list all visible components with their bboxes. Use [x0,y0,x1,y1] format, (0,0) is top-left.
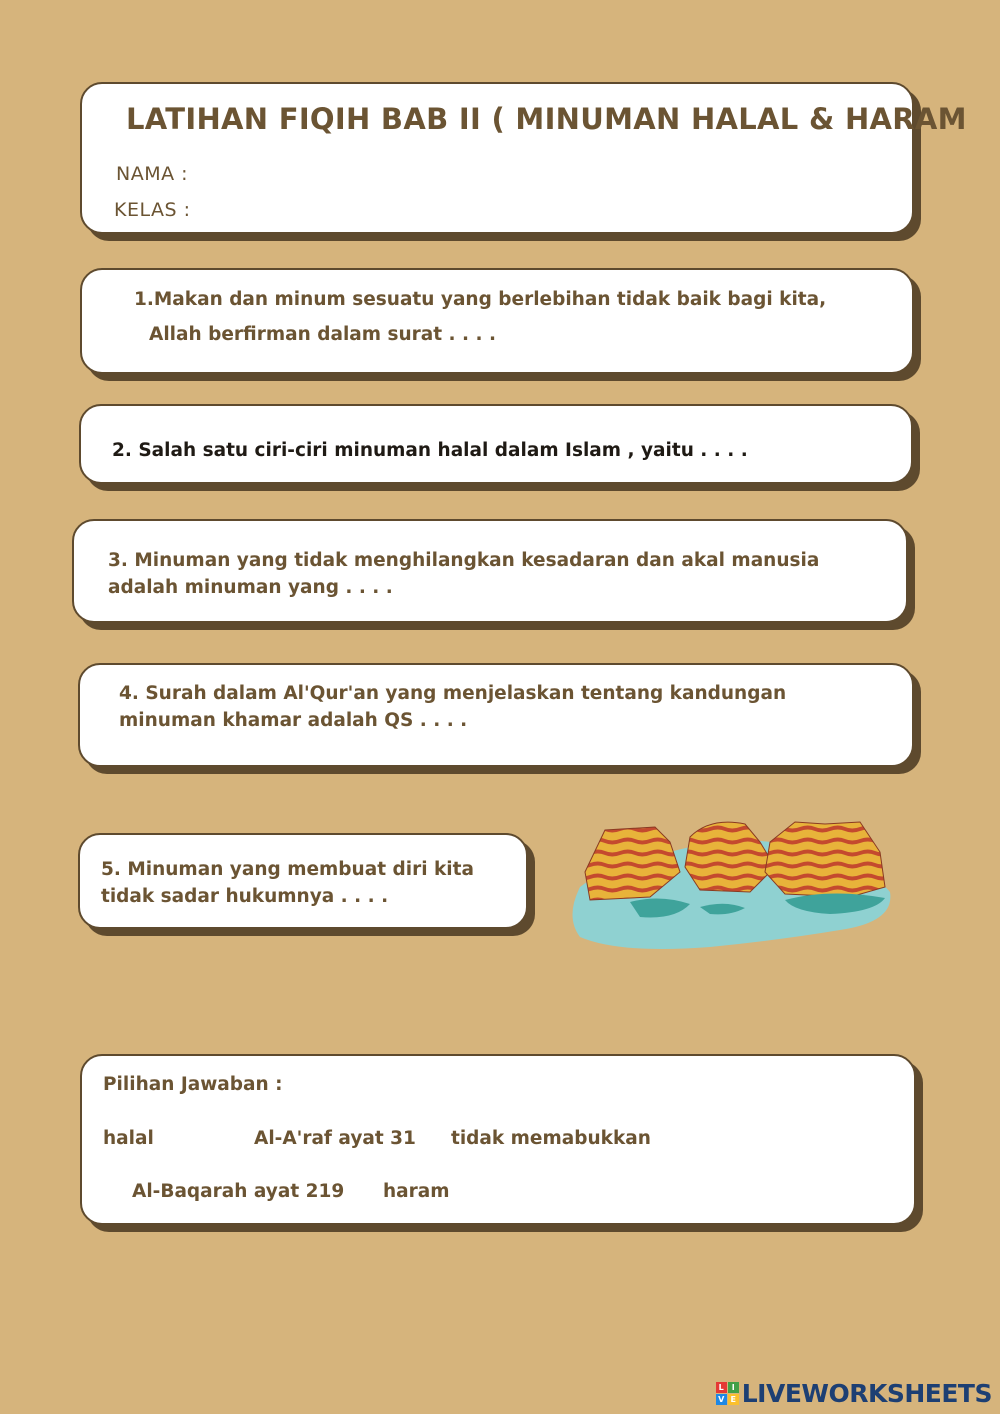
worksheet-title: LATIHAN FIQIH BAB II ( MINUMAN HALAL & HARAM [126,102,967,136]
liveworksheets-brand [716,1379,992,1408]
answer-option: Al-Baqarah ayat 219 [132,1181,345,1202]
question-card-1 [80,268,914,374]
question-4-line-1: 4. Surah dalam Al'Qur'an yang menjelaskan tentang kandungan [119,683,787,704]
answer-choices-label: Pilihan Jawaban : [103,1074,283,1095]
answer-option: haram [383,1181,450,1202]
logo-letter: L [716,1382,727,1393]
class-label: KELAS : [114,199,191,221]
question-5-line-2: tidak sadar hukumnya . . . . [101,886,389,907]
question-3-line-1: 3. Minuman yang tidak menghilangkan kesadaran dan akal manusia [108,550,820,571]
question-1-line-1: 1.Makan dan minum sesuatu yang berlebihan tidak baik bagi kita, [134,289,827,310]
liveworksheets-text: LIVEWORKSHEETS [741,1379,992,1408]
answer-option: halal [103,1128,154,1149]
question-4-line-2: minuman khamar adalah QS . . . . [119,710,468,731]
question-5-line-1: 5. Minuman yang membuat diri kita [101,859,474,880]
question-card-3 [72,519,908,623]
logo-letter: E [728,1394,739,1405]
question-card-5 [78,833,528,929]
answer-option: tidak memabukkan [451,1128,651,1149]
logo-letter: V [716,1394,727,1405]
answer-option: Al-A'raf ayat 31 [254,1128,416,1149]
question-card-2 [79,404,913,484]
logo-letter: I [728,1382,739,1393]
liveworksheets-logo-icon [716,1382,739,1405]
question-card-4 [78,663,914,767]
name-label: NAMA : [116,163,189,185]
rock-formation-illustration [560,812,900,957]
question-1-line-2: Allah berfirman dalam surat . . . . [149,324,496,345]
question-2-line-1: 2. Salah satu ciri-ciri minuman halal dalam Islam , yaitu . . . . [112,440,748,461]
answer-choices-card [80,1054,916,1225]
header-card [80,82,967,234]
question-3-line-2: adalah minuman yang . . . . [108,577,393,598]
